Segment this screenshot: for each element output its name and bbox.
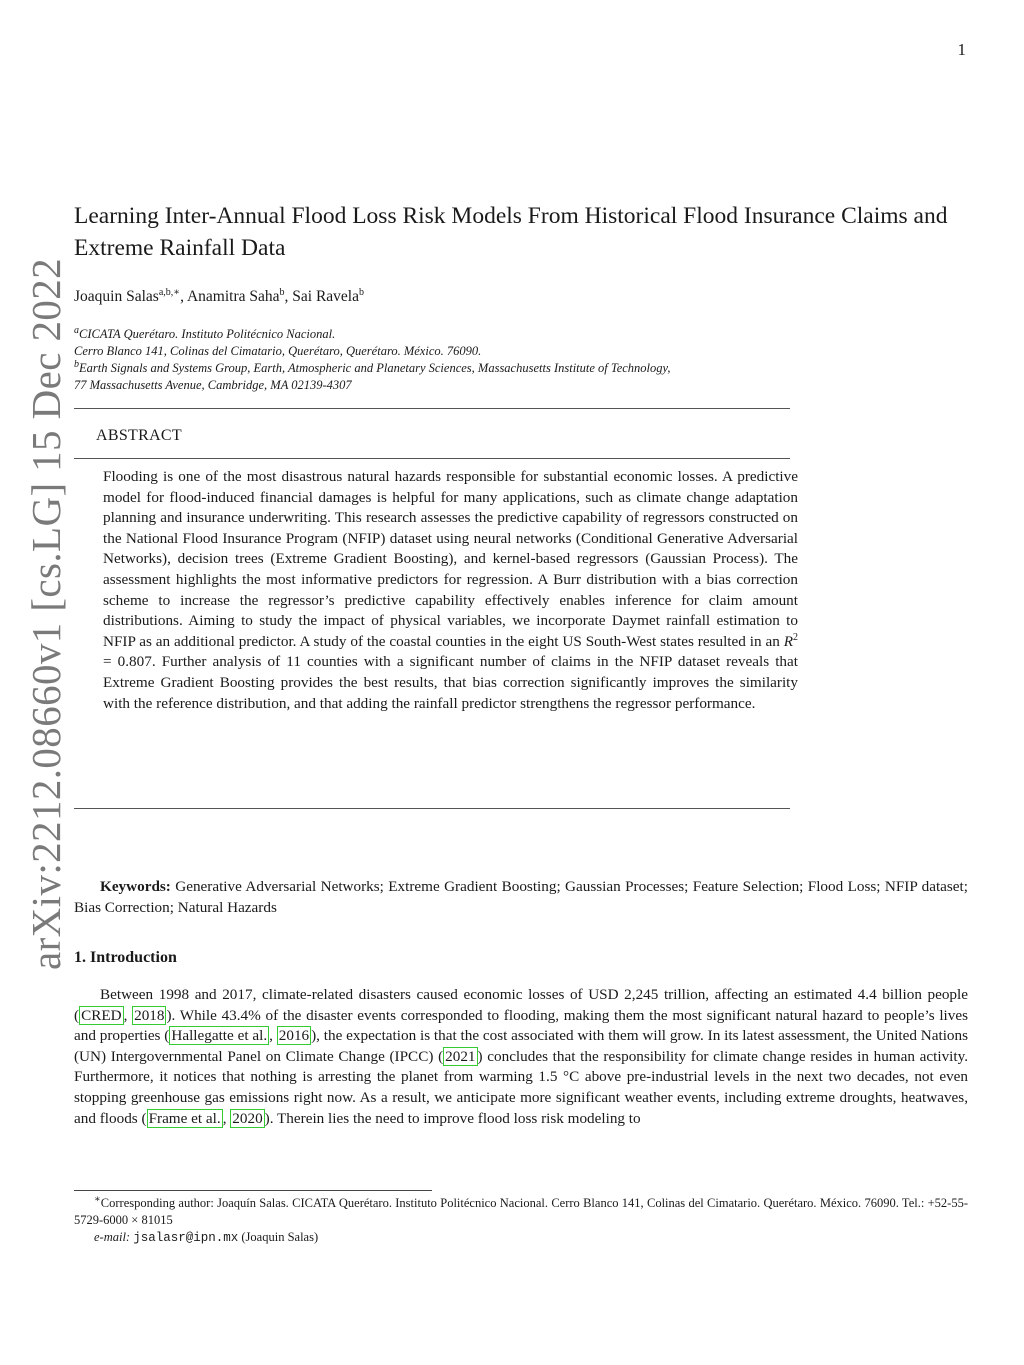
author-superscript: b	[279, 286, 285, 298]
citation-link[interactable]: 2020	[232, 1109, 263, 1127]
affiliation-line	[74, 344, 481, 359]
footnote	[74, 1195, 968, 1247]
citation-link[interactable]: 2016	[278, 1027, 310, 1045]
body-text: ,	[123, 1006, 133, 1024]
section-heading: 1. Introduction	[74, 949, 177, 966]
affiliation-marker: b	[74, 358, 79, 370]
author-name: Joaquin Salas	[74, 288, 159, 305]
body-text: ) concludes that the responsibility for climate change resides in human activity. Furthermore, it notices that nothing is arresting the planet from warming 1.5 °C above pre-industrial levels in the next two decades, not even stopping greenhouse gas emissions right now. As a result, we anticipate more significant weather events, including extreme droughts, heatwaves, and floods (	[74, 1047, 969, 1127]
affiliation-marker: a	[74, 324, 79, 336]
footnote-text: Corresponding author: Joaquín Salas. CICATA Querétaro. Instituto Politécnico Nacional. Cerro Blanco 141, Colinas del Cimatario. Querétaro. México. 76090. Tel.: +52-55-5729-6000 × 81015	[74, 1196, 968, 1227]
author-superscript: b	[358, 286, 364, 298]
paper-title: Learning Inter-Annual Flood Loss Risk Models From Historical Flood Insurance Claims and Extreme Rainfall Data	[74, 203, 948, 261]
author-name: Sai Ravela	[292, 288, 359, 305]
abstract-heading-rule	[74, 458, 790, 459]
body-text: Between 1998 and 2017, climate-related disasters caused economic losses of USD 2,245 trillion, affecting an estimated 4.4 billion people (	[74, 986, 968, 1024]
introduction-body	[74, 985, 968, 1129]
footnote-corresponding	[74, 1195, 968, 1229]
email-label: e-mail:	[94, 1230, 131, 1244]
footnote-marker: ∗	[94, 1193, 101, 1205]
body-text: ), the expectation is that the cost associated with them will grow. In its latest assessment, the United Nations (UN) Intergovernmental Panel on Climate Change (IPCC) (	[74, 1027, 969, 1065]
affiliation-line	[74, 324, 336, 342]
citation-link[interactable]: CRED	[81, 1006, 122, 1024]
email-address[interactable]: jsalasr@ipn.mx	[133, 1231, 239, 1245]
author-superscript: a,b,∗	[158, 286, 181, 298]
affiliation-text: Earth Signals and Systems Group, Earth, Atmospheric and Planetary Sciences, Massachusetts Institute of Technology,	[79, 361, 671, 375]
page-number: 1	[957, 40, 966, 59]
affiliation-text: Cerro Blanco 141, Colinas del Cimatario, Querétaro, Querétaro. México. 76090.	[74, 344, 482, 358]
keywords	[74, 877, 968, 918]
citation-link[interactable]: Frame et al.	[148, 1109, 221, 1127]
keywords-label: Keywords:	[100, 878, 171, 895]
email-owner: (Joaquin Salas)	[238, 1230, 319, 1244]
body-text: ,	[222, 1109, 231, 1127]
body-text: ). Therein lies the need to improve flood loss risk modeling to	[264, 1109, 641, 1127]
abstract-heading: ABSTRACT	[96, 427, 182, 444]
affiliation-text: 77 Massachusetts Avenue, Cambridge, MA 02139-4307	[74, 378, 352, 392]
body-text: ,	[269, 1027, 277, 1045]
citation-link[interactable]: 2021	[445, 1047, 476, 1065]
author-name: Anamitra Saha	[186, 288, 280, 305]
abstract-body	[103, 467, 798, 714]
footnote-rule	[74, 1190, 432, 1191]
arxiv-stamp: arXiv:2212.08660v1 [cs.LG] 15 Dec 2022	[23, 257, 69, 970]
citation-link[interactable]: 2018	[134, 1006, 165, 1024]
affiliation-line	[74, 358, 671, 376]
affiliation-line	[74, 378, 352, 393]
affiliation-text: CICATA Querétaro. Instituto Politécnico Nacional.	[79, 327, 336, 341]
abstract-bottom-rule	[74, 808, 790, 809]
keywords-text: Generative Adversarial Networks; Extreme Gradient Boosting; Gaussian Processes; Feature Selection; Flood Loss; NFIP dataset; Bias Correction; Natural Hazards	[74, 878, 968, 916]
r2-exponent: 2	[793, 631, 798, 643]
citation-link[interactable]: Hallegatte et al.	[171, 1027, 268, 1045]
abstract-text: Flooding is one of the most disastrous natural hazards responsible for substantial economic losses. A predictive model for flood-induced financial damages is helpful for many applications, such as climate change adaptation planning and insurance underwriting. This research assesses the predictive capability of regressors constructed on the National Flood Insurance Program (NFIP) dataset using neural networks (Conditional Generative Adversarial Networks), decision trees (Extreme Gradient Boosting), and kernel-based regressors (Gaussian Process). The assessment highlights the most informative predictors for regression. A Burr distribution with a bias correction scheme to increase the regressor’s predictive capability effectively enables inference for claim amount distributions. Aiming to study the impact of physical variables, we incorporate Daymet rainfall estimation to NFIP as an additional predictor. A study of the coastal counties in the eight US South-West states resulted in an	[103, 468, 798, 650]
footnote-email-line	[74, 1229, 968, 1247]
abstract-top-rule	[74, 408, 790, 409]
body-text: ). While 43.4% of the disaster events corresponded to flooding, making them the most significant natural hazard to people’s lives and properties (	[74, 1006, 969, 1045]
abstract-text: = 0.807. Further analysis of 11 counties with a significant number of claims in the NFIP dataset reveals that Extreme Gradient Boosting provides the best results, that bias correction significantly improves the similarity with the reference distribution, and that adding the rainfall predictor strengthens the regressor performance.	[103, 653, 798, 712]
r2-symbol: R	[783, 632, 793, 650]
author-list: Joaquin Salas$^{a,b,∗}$, Anamitra Saha$^b$, Sai Ravela$^b$	[74, 286, 364, 305]
